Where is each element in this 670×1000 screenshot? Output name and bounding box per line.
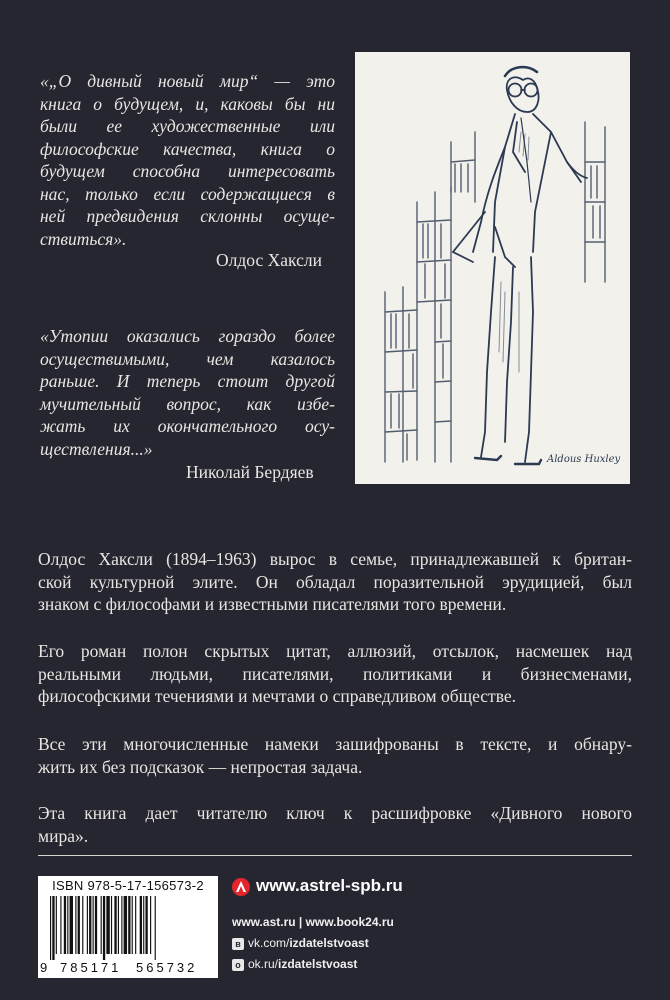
quote-line: «„О дивный новый мир“ — это [40, 71, 335, 91]
paragraph-key [38, 802, 632, 847]
quote-line: ней предвидения склонны осуще- [40, 206, 335, 226]
ok-link[interactable] [232, 954, 394, 975]
paragraph-line: Эта книга дает читателю ключ к расшифровке «Дивного нового [38, 803, 632, 823]
ok-prefix: ok.ru/ [248, 957, 279, 971]
vk-link[interactable] [232, 933, 394, 954]
paragraph-line: знаком с философами и известными писателями того времени. [38, 594, 507, 614]
quote-line: раньше. И теперь стоит другой [40, 371, 335, 391]
quote-line: ствиться». [40, 228, 127, 249]
quote-line: жать их окончательного осу- [40, 416, 335, 436]
publisher-website-link[interactable]: www.astrel-spb.ru [256, 876, 403, 895]
quote-author-berdyaev: Николай Бердяев [186, 462, 314, 482]
publisher-sites-line[interactable]: www.ast.ru | www.book24.ru [232, 915, 394, 929]
paragraph-line: Его роман полон скрытых цитат, аллюзий, отсылок, насмешек над [38, 641, 632, 661]
barcode-bars [44, 896, 212, 960]
paragraph-line: реальными людьми, писателями, политиками и бизнесменами, [38, 663, 632, 684]
vk-handle: izdatelstvoast [289, 936, 369, 950]
huxley-sketch-illustration [355, 52, 630, 484]
paragraph-line: жить их без подсказок — непростая задача. [38, 756, 363, 777]
paragraph-line: ской культурной элите. Он обладал поразительной эрудицией, был [38, 571, 632, 592]
divider [38, 855, 632, 856]
quote-line: книга о будущем, и, каковы бы ни [40, 93, 335, 114]
ok-handle: izdatelstvoast [278, 957, 358, 971]
quote-line: «Утопии оказались гораздо более [40, 326, 335, 346]
paragraph-line: Олдос Хаксли (1894–1963) вырос в семье, принадлежавшей к британ- [38, 549, 632, 569]
quote-author-huxley: Олдос Хаксли [216, 250, 322, 270]
paragraph-novel [38, 640, 632, 708]
quote-berdyaev [40, 325, 335, 460]
publisher-links [232, 912, 394, 975]
paragraph-line: мира». [38, 825, 89, 846]
quote-line: были ее художественные или [40, 116, 335, 136]
ok-icon: о [232, 959, 244, 971]
vk-icon: в [232, 938, 244, 950]
barcode-digit-lead: 9 [40, 960, 48, 975]
quote-line: будущем способна интересовать [40, 161, 335, 181]
barcode-digits-right: 565732 [136, 960, 198, 975]
paragraph-hints [38, 733, 632, 778]
quote-line: осуществимыми, чем казалось [40, 348, 335, 369]
quote-huxley [40, 70, 335, 250]
quote-line: мучительный вопрос, как избе- [40, 393, 335, 414]
paragraph-line: Все эти многочисленные намеки зашифрованы в тексте, и обнару- [38, 734, 632, 754]
ast-logo-icon [232, 878, 250, 896]
isbn-label: ISBN 978-5-17-156573-2 [52, 878, 204, 893]
barcode-digits-left: 785171 [60, 960, 122, 975]
paragraph-biography [38, 548, 632, 616]
sketch-drawing [355, 52, 630, 484]
sketch-signature: Aldous Huxley [547, 454, 621, 465]
vk-prefix: vk.com/ [248, 936, 290, 950]
paragraph-line: философскими течениями и мечтами о справедливом обществе. [38, 686, 516, 706]
quote-line: ществления...» [40, 438, 153, 459]
quote-line: философские качества, книга о [40, 138, 335, 159]
isbn-barcode [38, 876, 218, 978]
quote-line: нас, только если содержащиеся в [40, 183, 335, 204]
